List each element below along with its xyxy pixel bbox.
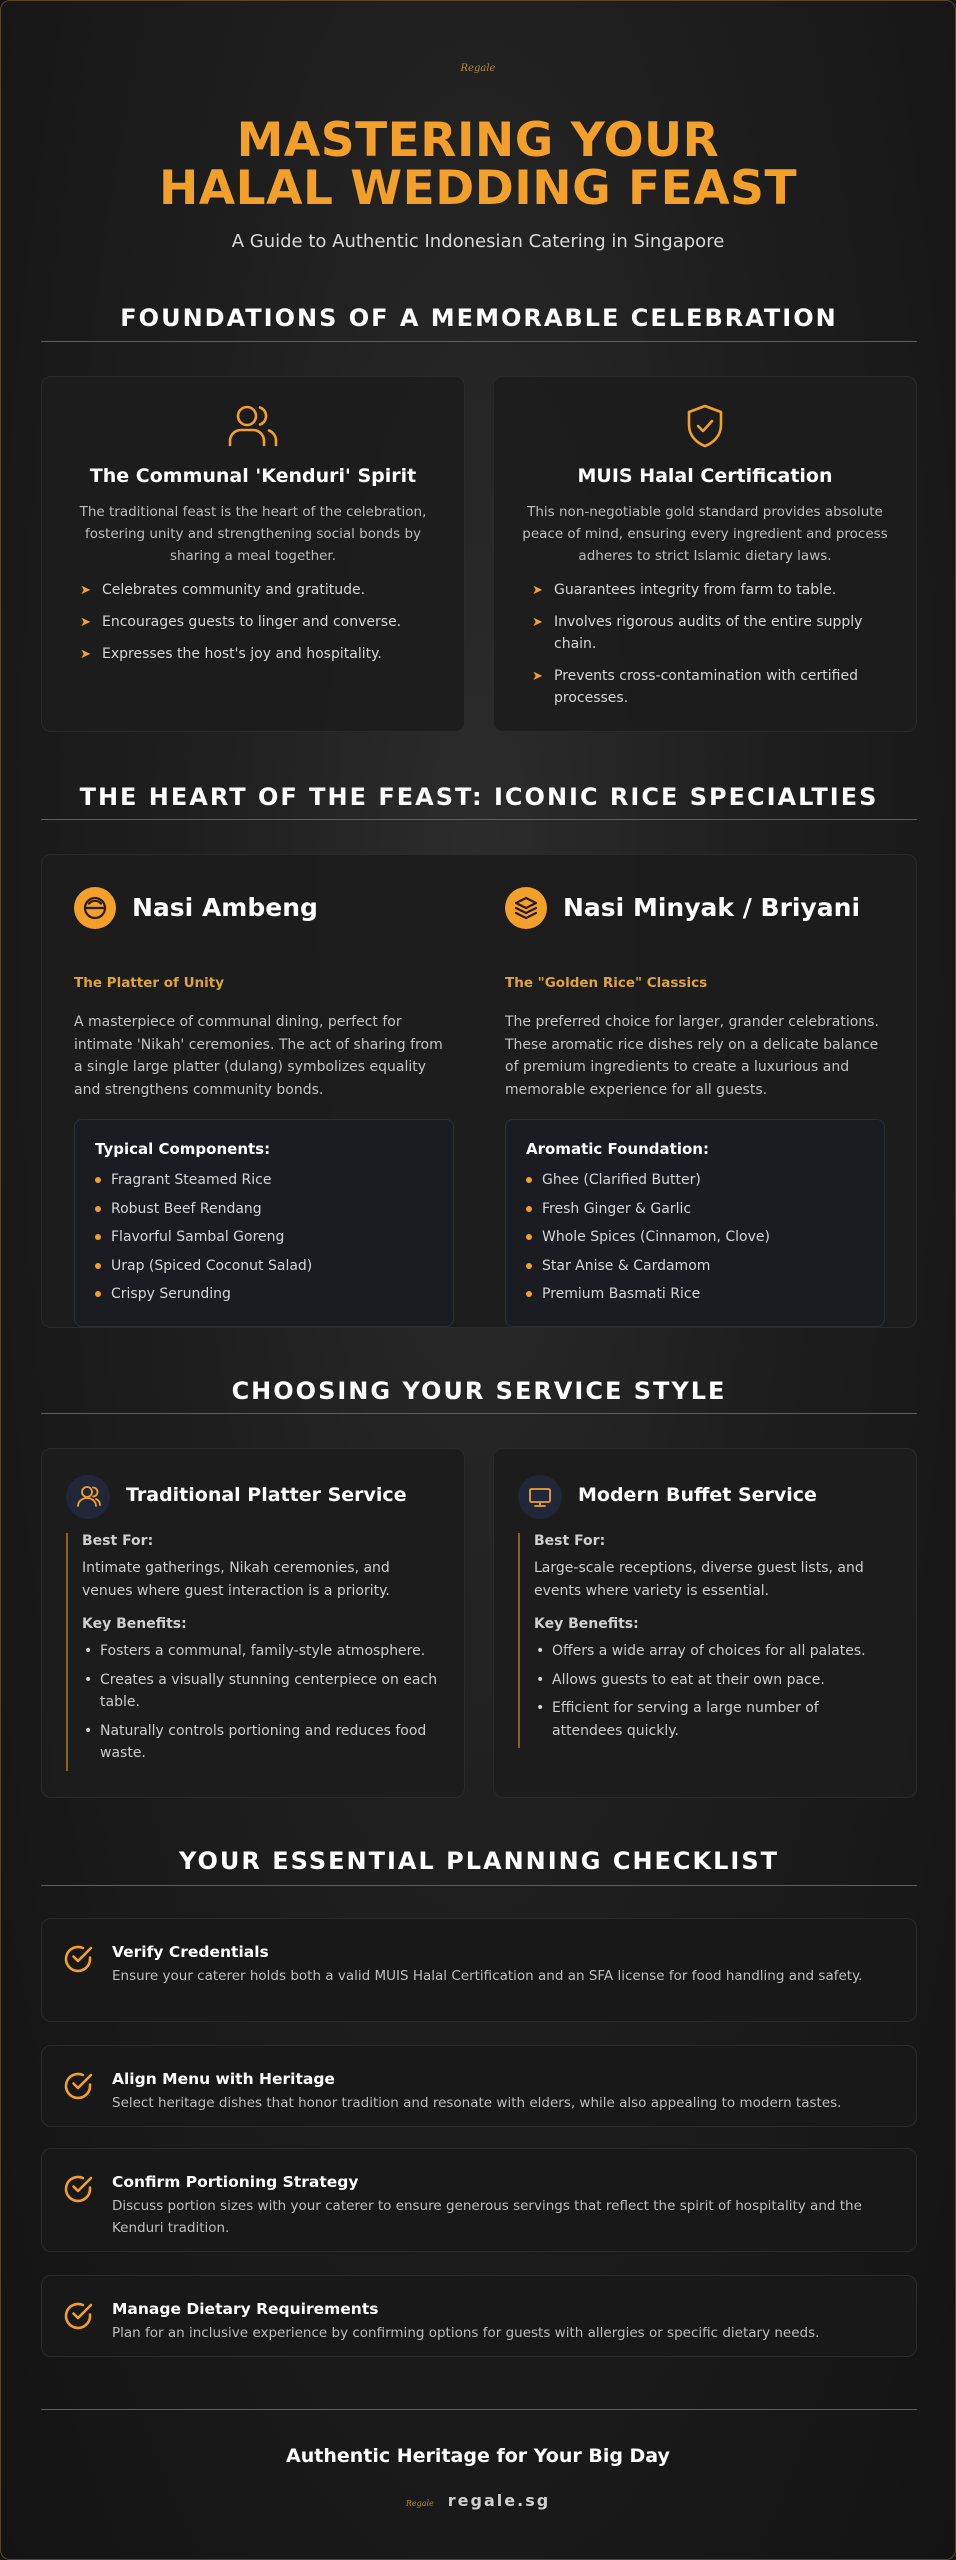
section-divider — [41, 341, 917, 342]
platter-icon — [74, 887, 116, 929]
checklist-title: Confirm Portioning Strategy — [112, 2173, 359, 2191]
best-for-text: Intimate gatherings, Nikah ceremonies, and venues where guest interaction is a priority. — [82, 1560, 390, 1599]
checklist-item — [41, 2275, 917, 2357]
check-circle-icon — [62, 2173, 94, 2209]
people-icon — [42, 403, 464, 453]
checklist-text: Plan for an inclusive experience by confirming options for guests with allergies or specific dietary needs. — [112, 2325, 820, 2341]
footer-logo: Regale — [405, 2499, 434, 2508]
card-title: The Communal 'Kenduri' Spirit — [89, 465, 417, 487]
section-divider — [41, 819, 917, 820]
arrow-icon: ➤ — [532, 669, 543, 684]
checklist-title: Manage Dietary Requirements — [112, 2300, 379, 2318]
service-card-platter — [41, 1448, 465, 1798]
rice-description: The preferred choice for larger, grander celebrations. These aromatic rice dishes rely on a delicate balance of premium ingredients to create a luxurious and memorable experience for all guests. — [505, 1014, 879, 1098]
list-item: ➤ Guarantees integrity from farm to table. — [532, 579, 890, 601]
list-item: Fresh Ginger & Garlic — [526, 1199, 770, 1228]
components-title: Typical Components: — [95, 1140, 271, 1158]
footer-tagline: Authentic Heritage for Your Big Day — [286, 2445, 670, 2467]
monitor-icon — [518, 1475, 562, 1519]
components-box — [74, 1119, 454, 1327]
point-list — [532, 579, 890, 719]
components-list — [95, 1170, 312, 1313]
section-title-foundations: FOUNDATIONS OF A MEMORABLE CELEBRATION — [120, 304, 838, 332]
ingredients-box — [505, 1119, 885, 1327]
list-item: Fragrant Steamed Rice — [95, 1170, 312, 1199]
shield-check-icon — [494, 403, 916, 453]
list-item: • Efficient for serving a large number of attendees quickly. — [534, 1697, 892, 1742]
list-item: Urap (Spiced Coconut Salad) — [95, 1256, 312, 1285]
card-description: The traditional feast is the heart of the celebration, fostering unity and strengthening social bonds by sharing a meal together. — [79, 504, 427, 564]
foundation-card-halal — [493, 376, 917, 732]
list-item: Crispy Serunding — [95, 1284, 312, 1313]
service-card-buffet — [493, 1448, 917, 1798]
rice-tagline: The Platter of Unity — [74, 975, 225, 991]
benefits-label: Key Benefits: — [534, 1616, 639, 1632]
check-circle-icon — [62, 1943, 94, 1979]
list-item: ➤ Encourages guests to linger and converse. — [80, 611, 438, 633]
ingredients-list — [526, 1170, 770, 1313]
ingredients-title: Aromatic Foundation: — [526, 1140, 709, 1158]
list-item: • Allows guests to eat at their own pace. — [534, 1669, 892, 1692]
rice-name: Nasi Ambeng — [132, 893, 318, 922]
page-title: MASTERING YOUR HALAL WEDDING FEAST — [158, 113, 798, 216]
list-item: ➤ Expresses the host's joy and hospitality. — [80, 643, 438, 665]
arrow-icon: ➤ — [532, 583, 543, 598]
benefits-list — [534, 1640, 892, 1742]
arrow-icon: ➤ — [80, 647, 91, 662]
check-circle-icon — [62, 2070, 94, 2106]
list-item: Whole Spices (Cinnamon, Clove) — [526, 1227, 770, 1256]
card-title: Modern Buffet Service — [578, 1484, 817, 1506]
card-title: MUIS Halal Certification — [577, 465, 833, 487]
checklist-title: Align Menu with Heritage — [112, 2070, 335, 2088]
logo: Regale — [460, 63, 496, 74]
brand-url: regale.sg — [447, 2491, 551, 2510]
list-item: Premium Basmati Rice — [526, 1284, 770, 1313]
checklist-title: Verify Credentials — [112, 1943, 269, 1961]
checklist-text: Select heritage dishes that honor tradition and resonate with elders, while also appealing to modern tastes. — [112, 2095, 842, 2111]
check-circle-icon — [62, 2300, 94, 2336]
list-item: ➤ Involves rigorous audits of the entire supply chain. — [532, 614, 863, 652]
layers-icon — [505, 887, 547, 929]
best-for-label: Best For: — [82, 1533, 154, 1549]
list-item: Flavorful Sambal Goreng — [95, 1227, 312, 1256]
section-divider — [41, 1413, 917, 1414]
list-item: • Naturally controls portioning and reduces food waste. — [82, 1720, 440, 1765]
section-title-rice: THE HEART OF THE FEAST: ICONIC RICE SPECIALTIES — [79, 783, 879, 811]
rice-tagline: The "Golden Rice" Classics — [505, 975, 708, 991]
footer-divider — [41, 2409, 917, 2410]
foundation-card-kenduri — [41, 376, 465, 732]
point-list — [80, 579, 438, 675]
checklist-item — [41, 1918, 917, 2022]
list-item: • Creates a visually stunning centerpiece on each table. — [82, 1669, 440, 1714]
best-for-label: Best For: — [534, 1533, 606, 1549]
list-item: • Fosters a communal, family-style atmosphere. — [82, 1640, 440, 1663]
section-title-checklist: YOUR ESSENTIAL PLANNING CHECKLIST — [178, 1847, 780, 1875]
card-body — [518, 1533, 892, 1748]
section-title-service: CHOOSING YOUR SERVICE STYLE — [231, 1377, 727, 1405]
rice-name: Nasi Minyak / Briyani — [563, 893, 861, 922]
list-item: • Offers a wide array of choices for all palates. — [534, 1640, 892, 1663]
checklist-text: Ensure your caterer holds both a valid MUIS Halal Certification and an SFA license for food handling and safety. — [112, 1968, 863, 1984]
benefits-label: Key Benefits: — [82, 1616, 187, 1632]
card-body — [66, 1533, 440, 1771]
list-item: Robust Beef Rendang — [95, 1199, 312, 1228]
footer-brand — [1, 2491, 955, 2510]
benefits-list — [82, 1640, 440, 1765]
page-subtitle: A Guide to Authentic Indonesian Catering in Singapore — [231, 231, 725, 252]
checklist-text: Discuss portion sizes with your caterer to ensure generous servings that reflect the spirit of hospitality and the Kenduri tradition. — [112, 2198, 862, 2236]
section-divider — [41, 1885, 917, 1886]
user-icon — [66, 1475, 110, 1519]
card-description: This non-negotiable gold standard provides absolute peace of mind, ensuring every ingredient and process adheres to strict Islamic dietary laws. — [522, 504, 888, 564]
card-title: Traditional Platter Service — [126, 1484, 407, 1506]
rice-specialties-panel — [41, 854, 917, 1328]
rice-description: A masterpiece of communal dining, perfect for intimate 'Nikah' ceremonies. The act of sharing from a single large platter (dulang) symbolizes equality and strengthens community bonds. — [74, 1014, 443, 1098]
best-for-text: Large-scale receptions, diverse guest lists, and events where variety is essential. — [534, 1560, 864, 1599]
checklist-item — [41, 2148, 917, 2252]
list-item: ➤ Celebrates community and gratitude. — [80, 579, 438, 601]
arrow-icon: ➤ — [80, 615, 91, 630]
list-item: ➤ Prevents cross-contamination with certified processes. — [532, 668, 858, 706]
arrow-icon: ➤ — [532, 615, 543, 630]
checklist-item — [41, 2045, 917, 2127]
list-item: Ghee (Clarified Butter) — [526, 1170, 770, 1199]
arrow-icon: ➤ — [80, 583, 91, 598]
list-item: Star Anise & Cardamom — [526, 1256, 770, 1285]
